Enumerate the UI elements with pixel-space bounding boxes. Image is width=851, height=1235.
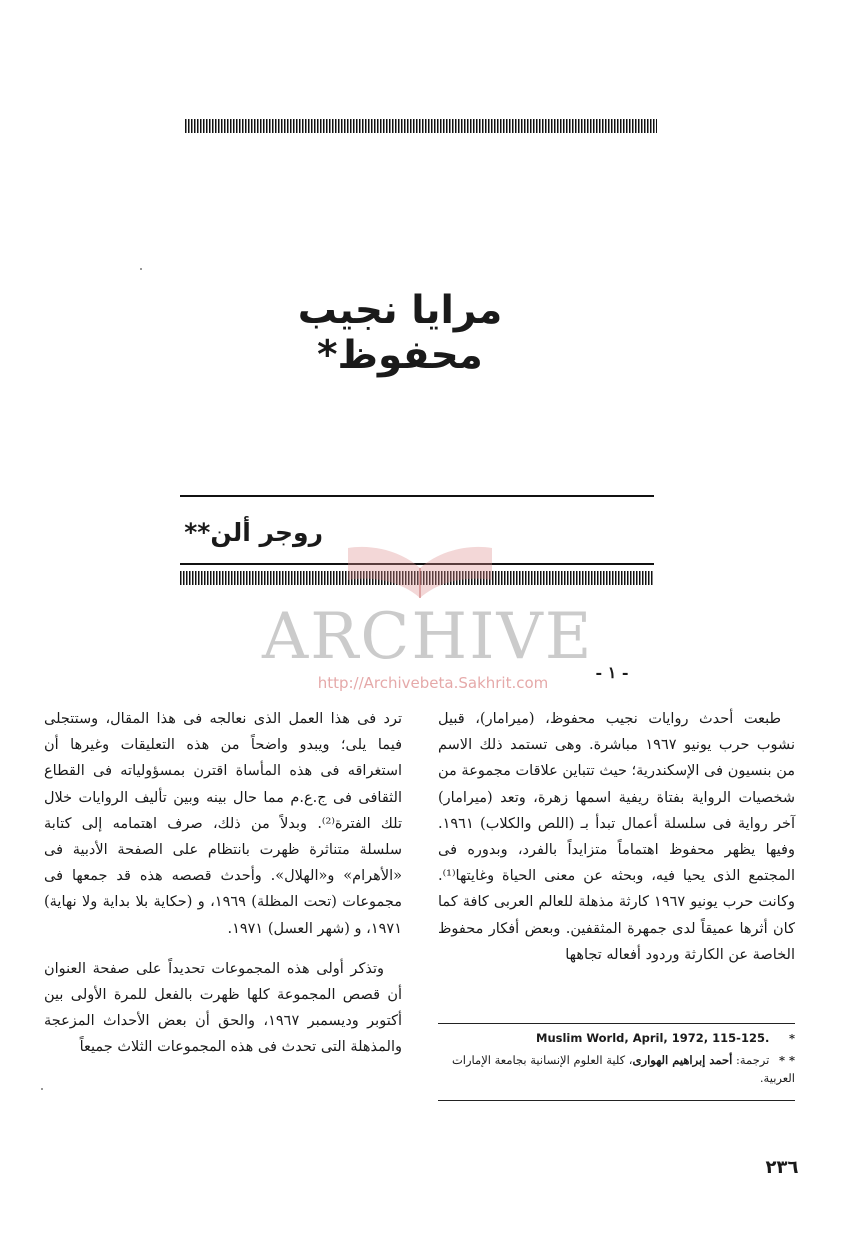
watermark-book-icon xyxy=(340,528,500,608)
footnote-top-rule xyxy=(438,1023,795,1024)
footnote-bottom-rule xyxy=(438,1100,795,1101)
footnote-mark: * xyxy=(788,1031,795,1045)
scan-speck xyxy=(41,1088,43,1090)
section-number: - ١ - xyxy=(595,663,629,682)
watermark-title: ARCHIVE xyxy=(262,600,594,674)
paragraph: ترد فى هذا العمل الذى نعالجه فى هذا المقال، وستتجلى فيما يلى؛ ويبدو واضحاً من هذه التعليقات وغيرها أن استغراقه فى هذه المأساة اقترن بمسؤولياته فى القطاع الثقافى فى ج.ع.م مما حال بينه وبين تأليف الروايات خلال تلك الفترة⁽²⁾. وبدلاً من ذلك، صرف اهتمامه إلى كتابة سلسلة متناثرة ظهرت بانتظام على الصفحة الأدبية فى «الأهرام» و«الهلال». وأحدث قصصه هذه قد جمعها فى مجموعات (تحت المظلة) ١٩٦٩، و (حكاية بلا بداية ولا نهاية) ١٩٧١، و (شهر العسل) ١٩٧١. xyxy=(44,711,402,937)
footnote-mark: * * xyxy=(778,1053,795,1067)
translator-name: أحمد إبراهيم الهوارى xyxy=(632,1053,733,1067)
footnote-prefix: ترجمة: xyxy=(732,1053,770,1067)
left-text-column xyxy=(44,706,402,1061)
watermark-url: http://Archivebeta.Sakhrit.com xyxy=(317,674,549,692)
scan-speck xyxy=(140,268,142,270)
footnote-2 xyxy=(438,1051,795,1087)
paragraph: طبعت أحدث روايات نجيب محفوظ، (ميرامار)، قبيل نشوب حرب يونيو ١٩٦٧ مباشرة. وهى تستمد ذلك الاسم من بنسيون فى الإسكندرية؛ حيث تتباين علاقات مجموعة من شخصيات الرواية بفتاة ريفية اسمها زهرة، وتعد (ميرامار) آخر رواية فى سلسلة أعمال تبدأ بـ (اللص والكلاب) ١٩٦١. وفيها يظهر محفوظ اهتماماً متزايداً بالفرد، وبدوره فى المجتمع الذى يحيا فيه، وبحثه عن معنى الحياة وغايتها⁽¹⁾. وكانت حرب يونيو ١٩٦٧ كارثة مذهلة للعالم العربى كافة كما كان أثرها عميقاً لدى جمهرة المثقفين. وبعض أفكار محفوظ الخاصة عن الكارثة وردود أفعاله تجاهها xyxy=(438,711,795,963)
paragraph: وتذكر أولى هذه المجموعات تحديداً على صفحة العنوان أن قصص المجموعة كلها ظهرت بالفعل للمرة الأولى بين أكتوبر وديسمبر ١٩٦٧، والحق أن بعض الأحداث المزعجة والمذهلة التى تحدث فى هذه المجموعات الثلاث جميعاً xyxy=(44,960,402,1056)
author-name: روجر ألن** xyxy=(184,518,323,547)
footnote-source: Muslim World, April, 1972, 115-125. xyxy=(536,1031,770,1045)
article-title: مرايا نجيب محفوظ* xyxy=(297,288,503,378)
footnote-1 xyxy=(438,1029,795,1047)
author-top-rule xyxy=(180,495,654,497)
right-text-column xyxy=(438,706,795,968)
page-number: ٢٣٦ xyxy=(765,1157,799,1178)
top-ornament-rule xyxy=(185,119,657,133)
footnote-text: ، كلية العلوم الإنسانية بجامعة الإمارات العربية. xyxy=(451,1053,795,1085)
